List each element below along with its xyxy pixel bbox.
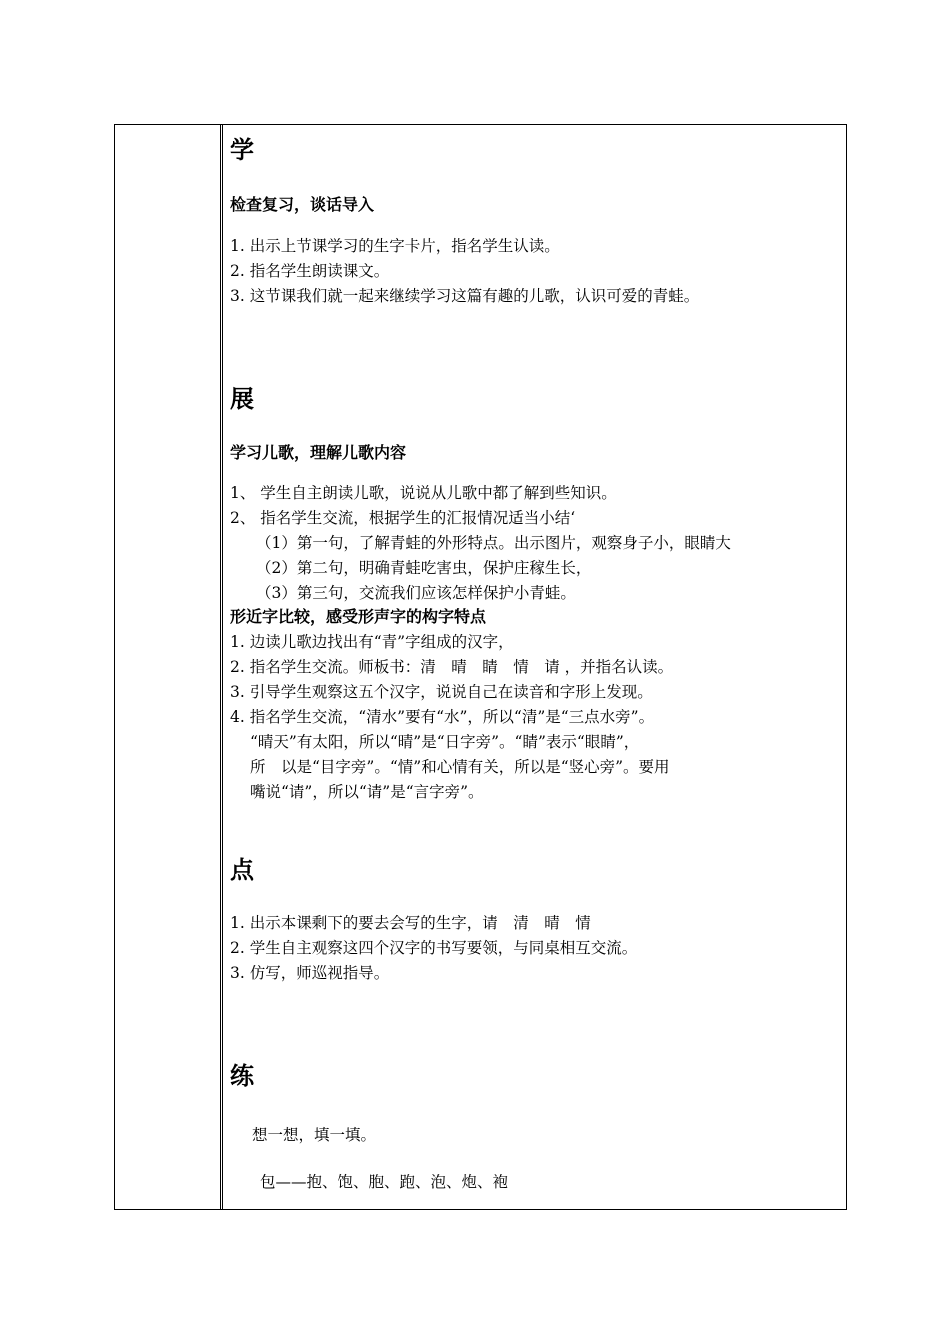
list-item: 所 以是“目字旁”。“情”和心情有关，所以是“竖心旁”。要用 (250, 758, 670, 776)
section-subheading-learn: 学习儿歌，理解儿歌内容 (230, 443, 407, 462)
exercise-answer: 包——抱、饱、胞、跑、泡、炮、袍 (260, 1173, 509, 1191)
list-item: “晴天”有太阳，所以“晴”是“日字旁”。“睛”表示“眼睛”， (250, 733, 640, 751)
section-subheading-compare: 形近字比较，感受形声字的构字特点 (230, 607, 487, 626)
list-item: 2、 指名学生交流，根据学生的汇报情况适当小结‘ (230, 509, 576, 527)
list-item: 2. 指名学生朗读课文。 (230, 262, 390, 280)
list-item: 1. 出示上节课学习的生字卡片，指名学生认读。 (230, 237, 560, 255)
list-item: 2. 学生自主观察这四个汉字的书写要领，与同桌相互交流。 (230, 939, 638, 957)
section-heading-lian: 练 (230, 1062, 254, 1090)
list-item: 嘴说“请”，所以“请”是“言字旁”。 (250, 783, 484, 801)
list-item: 3. 仿写，师巡视指导。 (230, 964, 390, 982)
list-item: （1）第一句，了解青蛙的外形特点。出示图片，观察身子小，眼睛大 (256, 534, 731, 552)
list-item: 1、 学生自主朗读儿歌，说说从儿歌中都了解到些知识。 (230, 484, 617, 502)
section-heading-xue: 学 (230, 136, 254, 164)
list-item: 1. 边读儿歌边找出有“青”字组成的汉字， (230, 633, 514, 651)
list-item: 4. 指名学生交流，“清水”要有“水”，所以“清”是“三点水旁”。 (230, 708, 655, 726)
section-heading-dian: 点 (230, 856, 254, 884)
list-item: （3）第三句，交流我们应该怎样保护小青蛙。 (256, 584, 576, 602)
list-item: 3. 引导学生观察这五个汉字，说说自己在读音和字形上发现。 (230, 683, 653, 701)
list-item: 2. 指名学生交流。师板书：清 晴 睛 情 请 ，并指名认读。 (230, 658, 674, 676)
exercise-prompt: 想一想，填一填。 (252, 1126, 377, 1144)
list-item: （2）第二句，明确青蛙吃害虫，保护庄稼生长， (256, 559, 592, 577)
list-item: 3. 这节课我们就一起来继续学习这篇有趣的儿歌，认识可爱的青蛙。 (230, 287, 700, 305)
list-item: 1. 出示本课剩下的要去会写的生字，请 清 晴 情 (230, 914, 591, 932)
section-heading-zhan: 展 (230, 385, 254, 413)
section-subheading-review: 检查复习，谈话导入 (230, 195, 375, 214)
column-divider (220, 124, 223, 1210)
